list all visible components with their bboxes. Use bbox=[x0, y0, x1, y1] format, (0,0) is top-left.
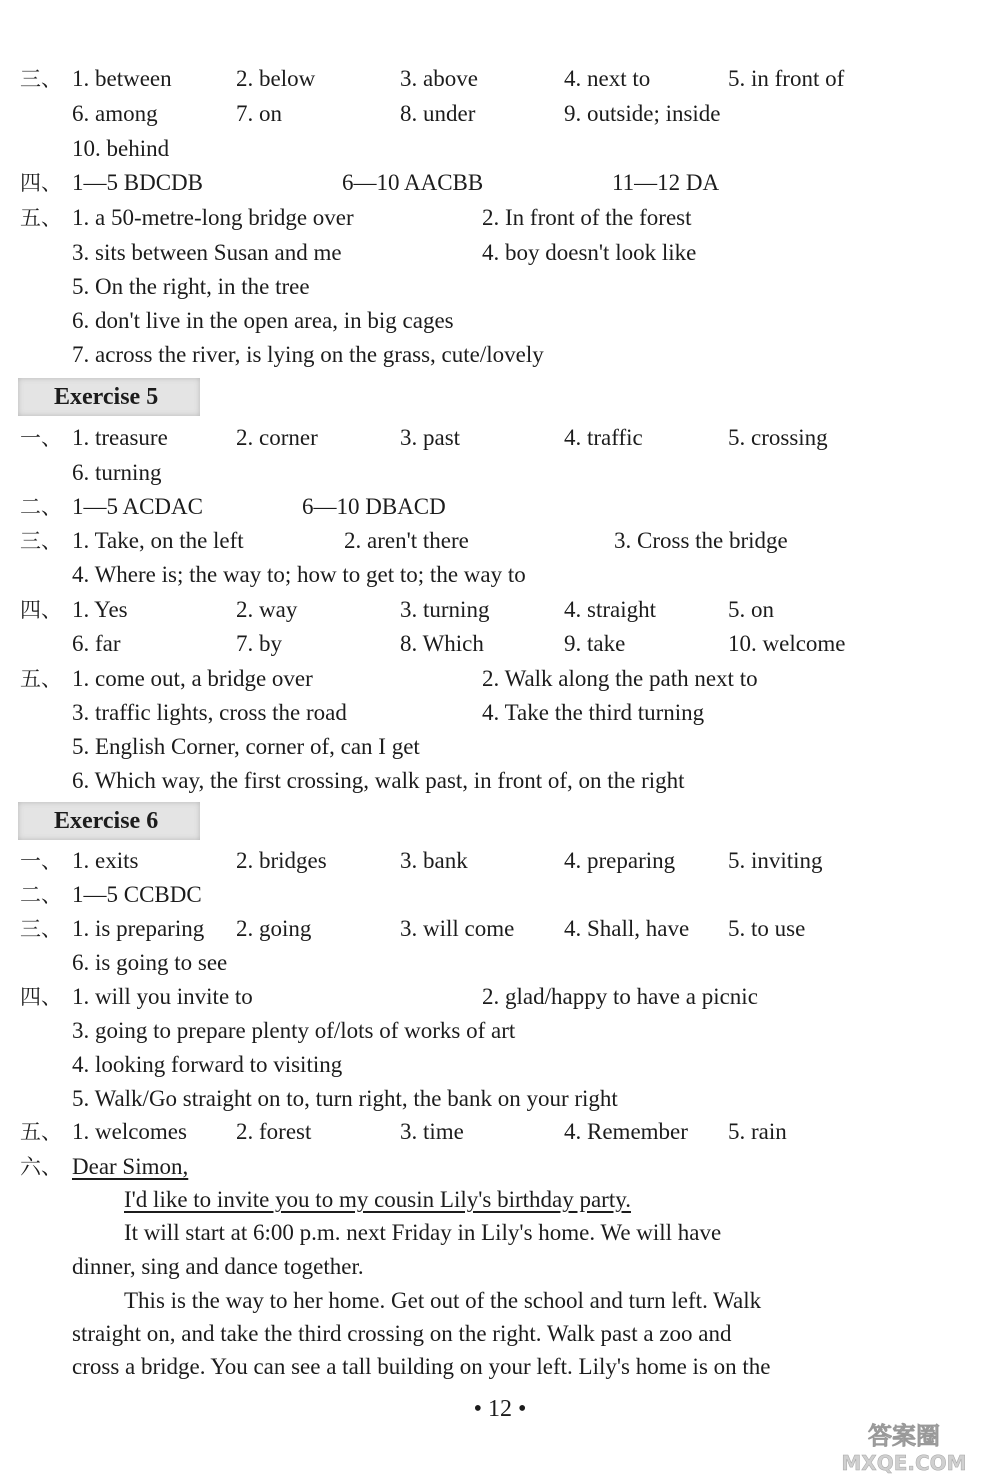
answer-item: 5. On the right, in the tree bbox=[72, 274, 310, 299]
answer-item: 4. boy doesn't look like bbox=[482, 240, 697, 265]
section-2-header: 二、 bbox=[20, 883, 62, 907]
answer-item: 2. below bbox=[236, 66, 316, 91]
answer-item: 1. is preparing bbox=[72, 916, 205, 941]
answer-item: 2. forest bbox=[236, 1119, 312, 1144]
answer-item: 1. exits bbox=[72, 848, 139, 873]
answer-item: 5. on bbox=[728, 597, 774, 622]
section-5-header: 五、 bbox=[20, 206, 62, 230]
section-3-header: 三、 bbox=[20, 917, 62, 941]
answer-item: 6—10 DBACD bbox=[302, 494, 446, 519]
letter-line: cross a bridge. You can see a tall building on your left. Lily's home is on the bbox=[72, 1354, 771, 1379]
page-number: • 12 • bbox=[473, 1396, 527, 1422]
answer-item: 11—12 DA bbox=[612, 170, 720, 195]
answer-item: 6. Which way, the first crossing, walk past, in front of, on the right bbox=[72, 768, 685, 793]
answer-item: 1—5 BDCDB bbox=[72, 170, 203, 195]
section-3-header: 三、 bbox=[20, 67, 62, 91]
answer-item: 6. don't live in the open area, in big cages bbox=[72, 308, 454, 333]
letter-line: straight on, and take the third crossing on the right. Walk past a zoo and bbox=[72, 1321, 732, 1346]
section-4-header: 四、 bbox=[20, 171, 62, 195]
exercise-title: Exercise 5 bbox=[54, 384, 159, 410]
answer-item: 9. take bbox=[564, 631, 626, 656]
answer-item: 1. welcomes bbox=[72, 1119, 187, 1144]
letter-line: dinner, sing and dance together. bbox=[72, 1254, 364, 1279]
answer-item: 1. a 50-metre-long bridge over bbox=[72, 205, 354, 230]
answer-item: 3. traffic lights, cross the road bbox=[72, 700, 347, 725]
section-1-header: 一、 bbox=[20, 426, 62, 450]
answer-item: 6. is going to see bbox=[72, 950, 228, 975]
answer-item: 6. among bbox=[72, 101, 158, 126]
answer-item: 1. Yes bbox=[72, 597, 128, 622]
answer-item: 5. Walk/Go straight on to, turn right, the bank on your right bbox=[72, 1086, 618, 1111]
answer-item: 3. going to prepare plenty of/lots of works of art bbox=[72, 1018, 516, 1043]
section-3-header: 三、 bbox=[20, 529, 62, 553]
answer-item: 4. Take the third turning bbox=[482, 700, 705, 725]
answer-item: 4. Shall, have bbox=[564, 916, 690, 941]
answer-item: 8. under bbox=[400, 101, 476, 126]
answer-item: 5. in front of bbox=[728, 66, 845, 91]
answer-item: 1. Take, on the left bbox=[72, 528, 244, 553]
answer-item: 2. bridges bbox=[236, 848, 327, 873]
section-4-header: 四、 bbox=[20, 985, 62, 1009]
answer-item: 3. will come bbox=[400, 916, 515, 941]
answer-item: 1—5 ACDAC bbox=[72, 494, 203, 519]
answer-item: 4. next to bbox=[564, 66, 651, 91]
watermark-top-text: 答案圈 bbox=[868, 1422, 940, 1450]
answer-item: 2. corner bbox=[236, 425, 318, 450]
section-5-header: 五、 bbox=[20, 1120, 62, 1144]
answer-item: 4. traffic bbox=[564, 425, 643, 450]
answer-item: 2. In front of the forest bbox=[482, 205, 692, 230]
answer-item: 5. inviting bbox=[728, 848, 823, 873]
answer-item: 2. way bbox=[236, 597, 298, 622]
answer-item: 3. sits between Susan and me bbox=[72, 240, 342, 265]
answer-item: 3. turning bbox=[400, 597, 490, 622]
answer-item: 4. Where is; the way to; how to get to; the way to bbox=[72, 562, 526, 587]
answer-item: 3. bank bbox=[400, 848, 468, 873]
letter-greeting: Dear Simon, bbox=[72, 1154, 189, 1179]
exercise-5-banner bbox=[18, 378, 200, 416]
answer-item: 4. straight bbox=[564, 597, 656, 622]
answer-item: 4. preparing bbox=[564, 848, 676, 873]
answer-item: 1. will you invite to bbox=[72, 984, 253, 1009]
watermark-bottom-text: MXQE.COM bbox=[841, 1451, 967, 1475]
answer-item: 2. going bbox=[236, 916, 312, 941]
section-5-header: 五、 bbox=[20, 667, 62, 691]
answer-item: 5. crossing bbox=[728, 425, 828, 450]
answer-item: 9. outside; inside bbox=[564, 101, 721, 126]
answer-item: 1. come out, a bridge over bbox=[72, 666, 313, 691]
answer-item: 6. turning bbox=[72, 460, 162, 485]
answer-item: 8. Which bbox=[400, 631, 484, 656]
answer-item: 5. to use bbox=[728, 916, 806, 941]
answer-item: 6. far bbox=[72, 631, 121, 656]
answer-item: 7. on bbox=[236, 101, 282, 126]
answer-item: 1. treasure bbox=[72, 425, 168, 450]
answer-item: 10. behind bbox=[72, 136, 170, 161]
answer-item: 3. above bbox=[400, 66, 478, 91]
answer-item: 4. looking forward to visiting bbox=[72, 1052, 343, 1077]
section-1-header: 一、 bbox=[20, 849, 62, 873]
answer-item: 1. between bbox=[72, 66, 172, 91]
answer-item: 10. welcome bbox=[728, 631, 846, 656]
answer-item: 3. past bbox=[400, 425, 461, 450]
answer-item: 2. aren't there bbox=[344, 528, 469, 553]
letter-invitation: I'd like to invite you to my cousin Lily's birthday party. bbox=[124, 1187, 631, 1212]
answer-item: 6—10 AACBB bbox=[342, 170, 484, 195]
section-2-header: 二、 bbox=[20, 495, 62, 519]
answer-item: 1—5 CCBDC bbox=[72, 882, 202, 907]
answer-item: 7. across the river, is lying on the grass, cute/lovely bbox=[72, 342, 544, 367]
exercise-6-banner bbox=[18, 802, 200, 840]
answer-item: 3. time bbox=[400, 1119, 464, 1144]
answer-item: 2. Walk along the path next to bbox=[482, 666, 758, 691]
answer-item: 4. Remember bbox=[564, 1119, 688, 1144]
answer-item: 2. glad/happy to have a picnic bbox=[482, 984, 758, 1009]
answer-item: 7. by bbox=[236, 631, 282, 656]
section-4-header: 四、 bbox=[20, 598, 62, 622]
answer-item: 5. English Corner, corner of, can I get bbox=[72, 734, 420, 759]
letter-line: This is the way to her home. Get out of the school and turn left. Walk bbox=[124, 1288, 762, 1313]
section-6-header: 六、 bbox=[20, 1155, 62, 1179]
letter-line: It will start at 6:00 p.m. next Friday in Lily's home. We will have bbox=[124, 1220, 722, 1245]
answer-item: 5. rain bbox=[728, 1119, 787, 1144]
exercise-title: Exercise 6 bbox=[54, 808, 159, 834]
answer-item: 3. Cross the bridge bbox=[614, 528, 788, 553]
watermark-logo bbox=[814, 1418, 994, 1476]
